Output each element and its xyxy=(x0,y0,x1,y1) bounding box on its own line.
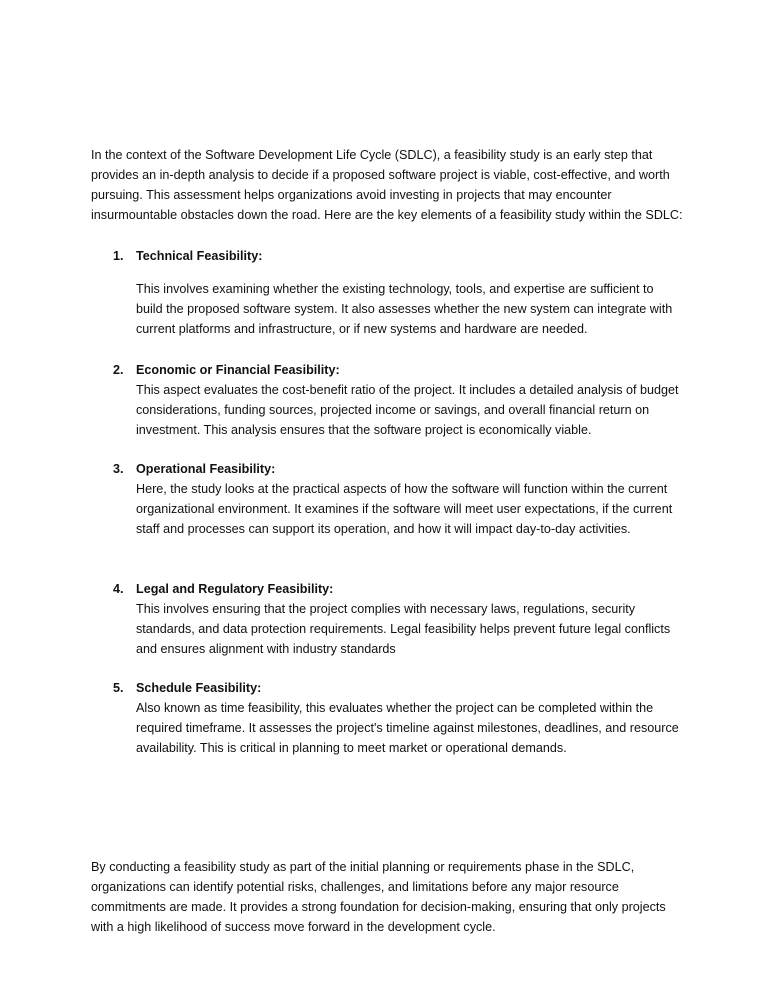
item-number: 4. xyxy=(113,582,124,596)
item-title: Economic or Financial Feasibility: xyxy=(136,363,340,377)
list-item-economic xyxy=(113,360,683,440)
item-title: Legal and Regulatory Feasibility: xyxy=(136,582,334,596)
list-item-schedule xyxy=(113,678,683,758)
item-number: 5. xyxy=(113,681,124,695)
item-title: Technical Feasibility: xyxy=(136,249,263,263)
conclusion-paragraph: By conducting a feasibility study as part of the initial planning or requirements phase in the SDLC, organizations can identify potential risks, challenges, and limitations before any major resource commitments are made. It provides a strong foundation for decision-making, ensuring that only projects with a high likelihood of success move forward in the development cycle. xyxy=(91,860,666,934)
list-item-operational xyxy=(113,459,683,539)
item-body: Here, the study looks at the practical aspects of how the software will function within the current organizational environment. It examines if the software will meet user expectations, if the current staff and processes can support its operation, and how it will impact day-to-day activities. xyxy=(136,482,673,536)
item-title: Schedule Feasibility: xyxy=(136,681,262,695)
item-number: 2. xyxy=(113,363,124,377)
item-body: This involves ensuring that the project complies with necessary laws, regulations, security standards, and data protection requirements. Legal feasibility helps prevent future legal conflicts and ensures alignment with industry standards xyxy=(136,602,671,656)
intro-paragraph: In the context of the Software Development Life Cycle (SDLC), a feasibility study is an early step that provides an in-depth analysis to decide if a proposed software project is viable, cost-effective, and worth pursuing. This assessment helps organizations avoid investing in projects that may encounter insurmountable obstacles down the road. Here are the key elements of a feasibility study within the SDLC: xyxy=(91,148,683,222)
item-body: Also known as time feasibility, this evaluates whether the project can be completed within the required timeframe. It assesses the project's timeline against milestones, deadlines, and resource availability. This is critical in planning to meet market or operational demands. xyxy=(136,701,679,755)
item-number: 3. xyxy=(113,462,124,476)
item-title: Operational Feasibility: xyxy=(136,462,276,476)
list-item-legal xyxy=(113,579,683,659)
list-item-technical xyxy=(113,246,683,339)
item-body: This aspect evaluates the cost-benefit ratio of the project. It includes a detailed analysis of budget considerations, funding sources, projected income or savings, and overall financial return on investment. This analysis ensures that the software project is economically viable. xyxy=(136,383,679,437)
item-body: This involves examining whether the existing technology, tools, and expertise are sufficient to build the proposed software system. It also assesses whether the new system can integrate with current platforms and infrastructure, or if new systems and hardware are needed. xyxy=(136,282,673,336)
item-number: 1. xyxy=(113,249,124,263)
